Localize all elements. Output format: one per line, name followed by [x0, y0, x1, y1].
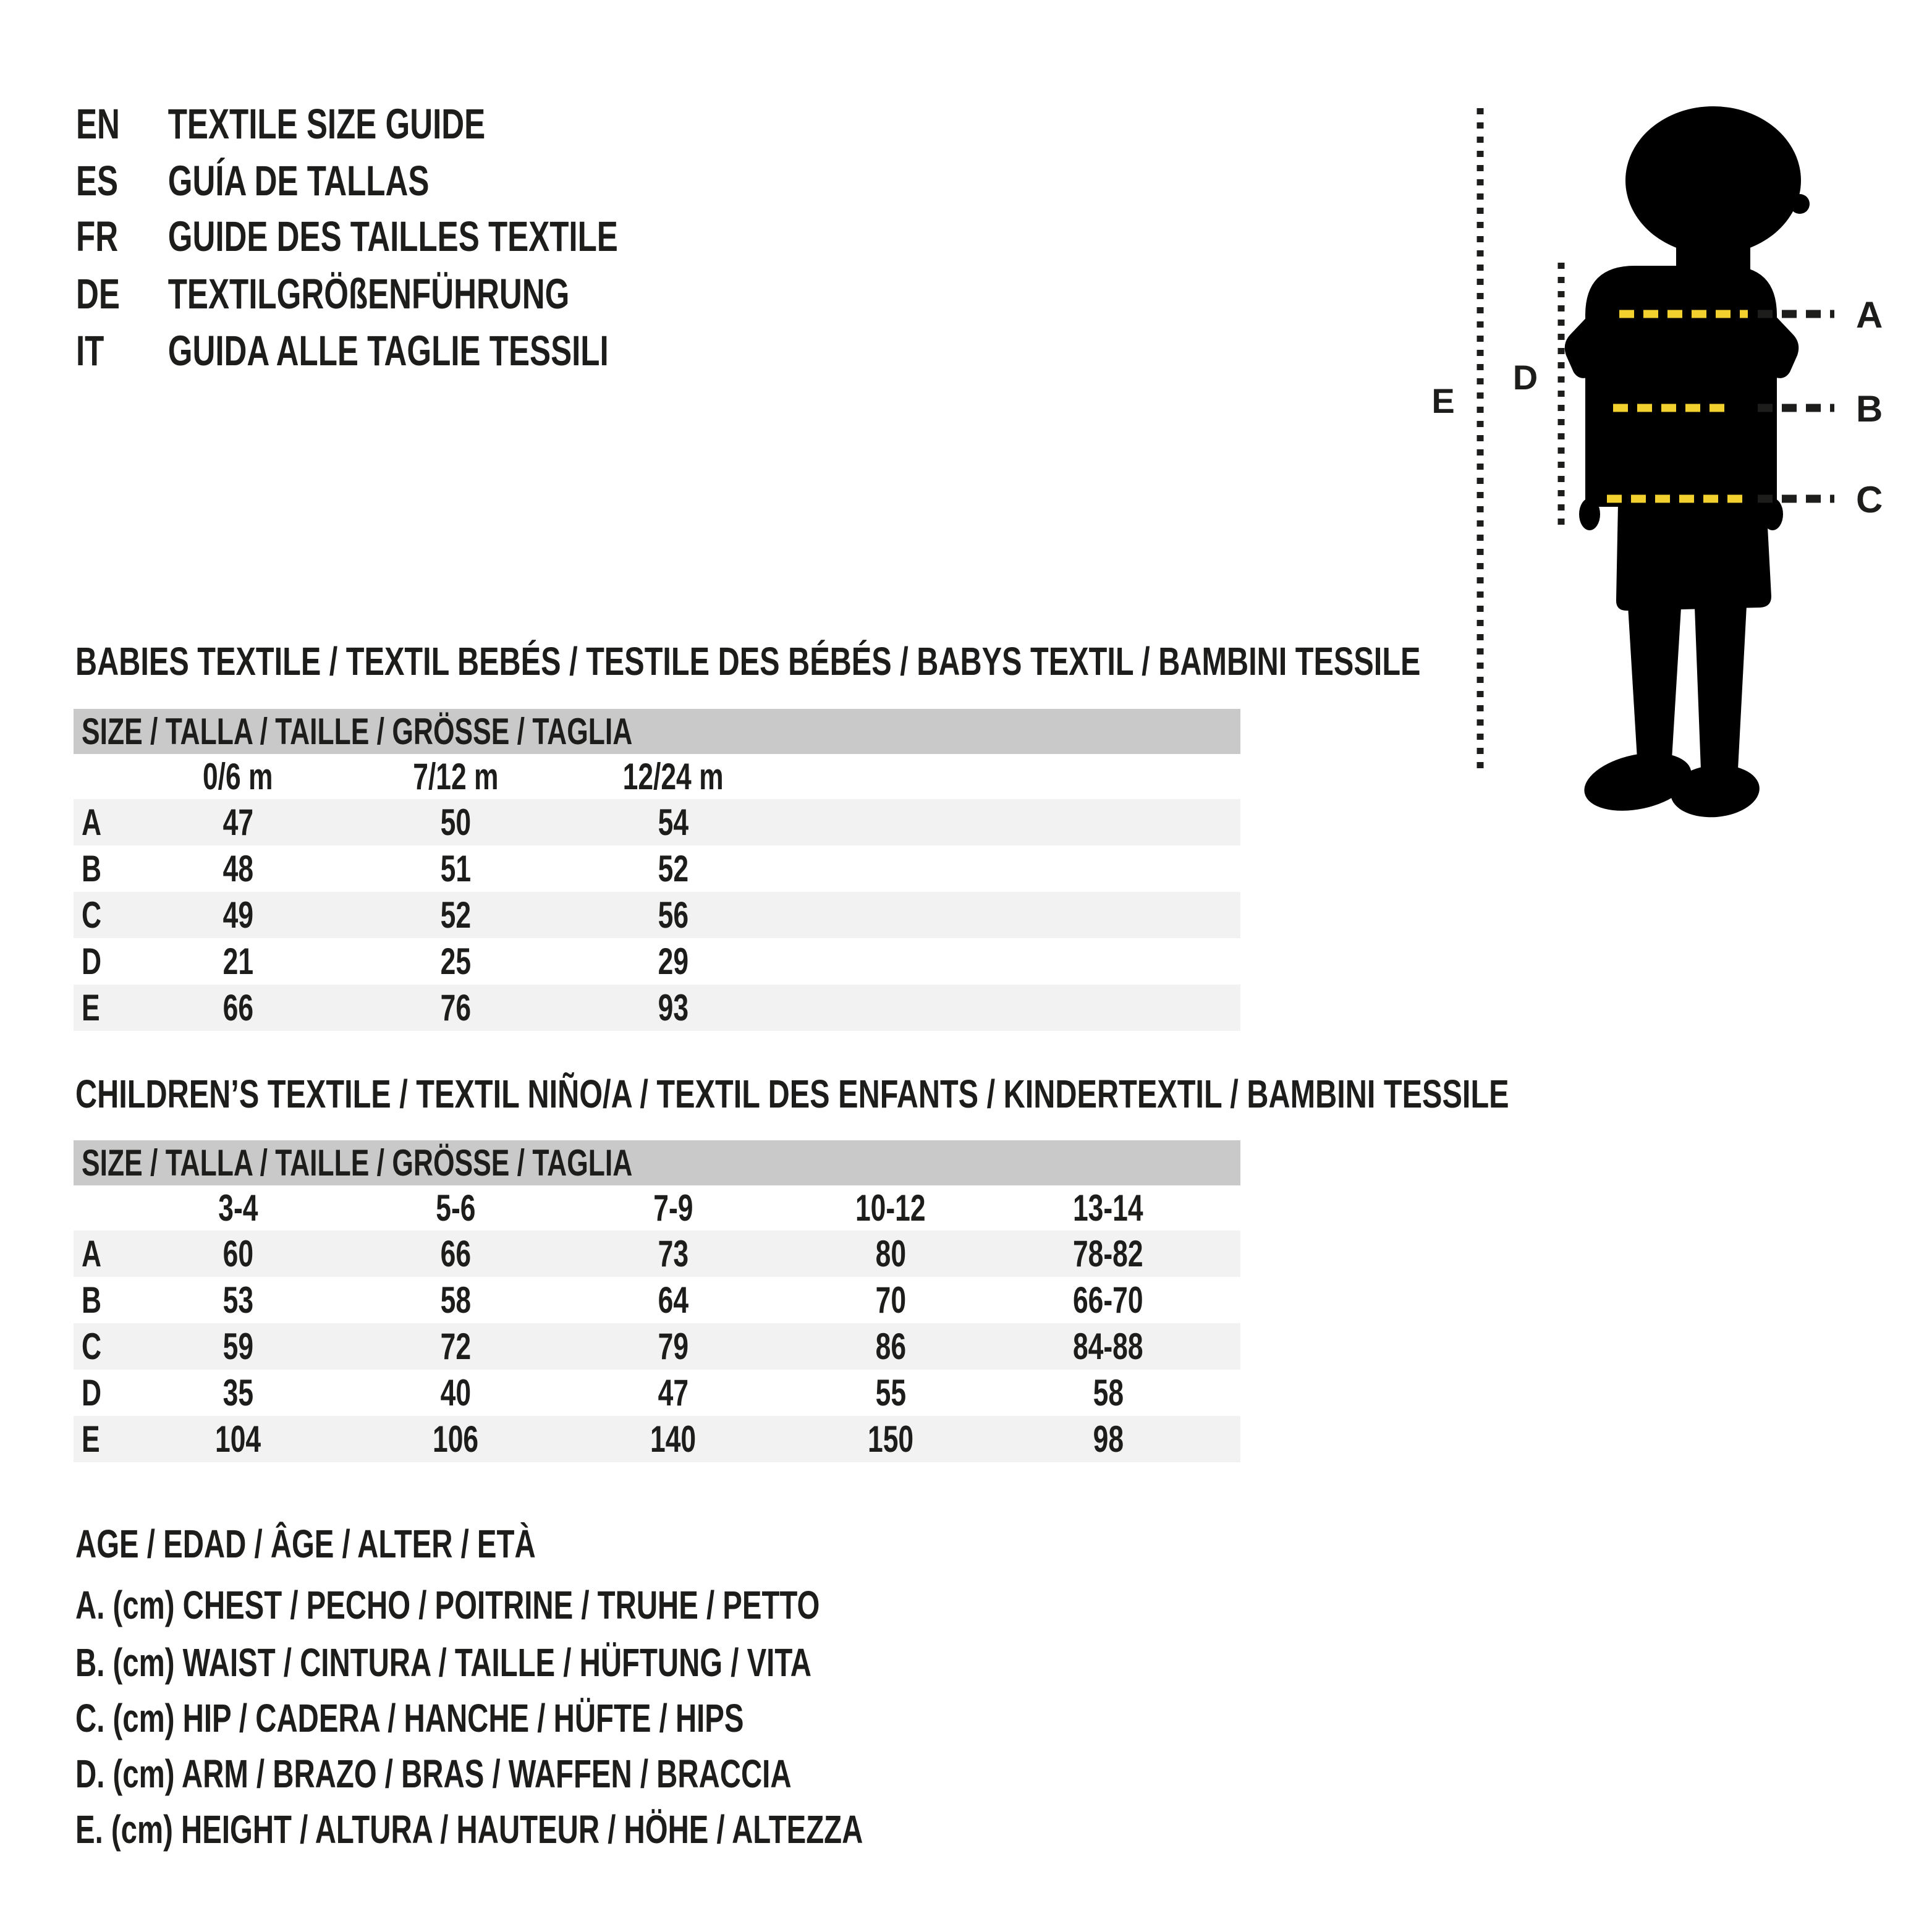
row-label: D: [82, 1372, 102, 1413]
measurement-figure: [1421, 49, 1932, 822]
language-code: DE: [76, 270, 120, 318]
table-cell-value: 53: [222, 1279, 253, 1321]
table-cell-value: 93: [658, 987, 688, 1028]
table-cell-value: 58: [440, 1279, 471, 1321]
column-header: 0/6 m: [203, 756, 273, 797]
table-row: [74, 1370, 1240, 1416]
language-code: EN: [76, 100, 120, 148]
language-code: FR: [76, 213, 119, 260]
row-label: A: [82, 802, 102, 843]
column-header: 7/12 m: [412, 756, 499, 797]
table-cell-value: 106: [432, 1418, 479, 1460]
table-cell-value: 49: [222, 894, 253, 936]
child-silhouette-icon: [1565, 106, 1810, 821]
children-section-heading: CHILDREN’S TEXTILE / TEXTIL NIÑO/A / TEXTIL DES ENFANTS / KINDERTEXTIL / BAMBINI TESSILE: [75, 1072, 1509, 1116]
table-cell-value: 76: [440, 987, 471, 1028]
row-label: C: [82, 894, 102, 936]
language-code: ES: [76, 157, 119, 205]
figure-label-b: B: [1856, 388, 1883, 430]
legend-arm-line: D. (cm) ARM / BRAZO / BRAS / WAFFEN / BRACCIA: [75, 1752, 792, 1796]
table-cell-value: 64: [658, 1279, 688, 1321]
table-cell-value: 52: [658, 848, 688, 889]
babies-size-table: [74, 709, 1240, 1031]
language-row: [76, 272, 569, 316]
language-row: [76, 102, 485, 146]
language-row: [76, 214, 618, 259]
table-cell-value: 56: [658, 894, 688, 936]
column-header-row: [74, 754, 1240, 799]
table-cell-value: 35: [222, 1372, 253, 1413]
figure-label-a: A: [1856, 294, 1883, 336]
table-cell-value: 98: [1093, 1418, 1124, 1460]
legend-waist-line: B. (cm) WAIST / CINTURA / TAILLE / HÜFTUNG / VITA: [75, 1640, 811, 1685]
language-row: [76, 329, 609, 373]
table-cell-value: 40: [440, 1372, 471, 1413]
table-cell-value: 29: [658, 941, 688, 982]
table-cell-value: 59: [222, 1326, 253, 1367]
table-row: [74, 938, 1240, 985]
figure-label-c: C: [1856, 479, 1883, 520]
table-cell-value: 140: [650, 1418, 697, 1460]
table-cell-value: 66: [440, 1233, 471, 1274]
table-cell-value: 72: [440, 1326, 471, 1367]
table-cell-value: 86: [875, 1326, 906, 1367]
babies-section-heading: BABIES TEXTILE / TEXTIL BEBÉS / TESTILE DES BÉBÉS / BABYS TEXTIL / BAMBINI TESSILE: [75, 639, 1421, 684]
table-cell-value: 79: [658, 1326, 688, 1367]
table-cell-value: 52: [440, 894, 471, 936]
table-cell-value: 60: [222, 1233, 253, 1274]
table-cell-value: 51: [440, 848, 471, 889]
table-row: [74, 799, 1240, 845]
table-cell-value: 54: [658, 802, 688, 843]
row-label: B: [82, 1279, 102, 1321]
language-title: GUÍA DE TALLAS: [167, 157, 430, 205]
language-code: IT: [76, 327, 104, 375]
figure-label-e: E: [1431, 381, 1455, 420]
column-header: 3-4: [218, 1187, 258, 1229]
figure-label-d: D: [1512, 358, 1538, 397]
table-cell-value: 150: [867, 1418, 914, 1460]
children-size-table: [74, 1140, 1240, 1462]
table-cell-value: 80: [875, 1233, 906, 1274]
table-row: [74, 1277, 1240, 1323]
table-row: [74, 1323, 1240, 1370]
language-row: [76, 159, 429, 203]
table-cell-value: 50: [440, 802, 471, 843]
size-header-label: SIZE / TALLA / TAILLE / GRÖSSE / TAGLIA: [82, 1142, 633, 1184]
language-title: GUIDE DES TAILLES TEXTILE: [167, 213, 618, 260]
table-cell-value: 55: [875, 1372, 906, 1413]
row-label: D: [82, 941, 102, 982]
table-cell-value: 58: [1093, 1372, 1124, 1413]
column-header: 13-14: [1073, 1187, 1143, 1229]
table-cell-value: 25: [440, 941, 471, 982]
language-title: TEXTILGRÖßENFÜHRUNG: [167, 270, 570, 318]
legend-height-line: E. (cm) HEIGHT / ALTURA / HAUTEUR / HÖHE / ALTEZZA: [75, 1807, 863, 1852]
table-row: [74, 1231, 1240, 1277]
row-label: B: [82, 848, 102, 889]
legend-hip-line: C. (cm) HIP / CADERA / HANCHE / HÜFTE / HIPS: [75, 1696, 744, 1740]
language-title: GUIDA ALLE TAGLIE TESSILI: [167, 327, 609, 375]
table-cell-value: 84-88: [1073, 1326, 1143, 1367]
column-header-row: [74, 1185, 1240, 1231]
column-header: 12/24 m: [622, 756, 724, 797]
column-header: 5-6: [435, 1187, 476, 1229]
table-cell-value: 48: [222, 848, 253, 889]
table-cell-value: 78-82: [1073, 1233, 1143, 1274]
column-header: 10-12: [855, 1187, 926, 1229]
table-cell-value: 66: [222, 987, 253, 1028]
table-header-bar: [74, 709, 1240, 754]
row-label: E: [82, 1418, 100, 1460]
table-cell-value: 104: [214, 1418, 261, 1460]
table-cell-value: 21: [222, 941, 253, 982]
language-title: TEXTILE SIZE GUIDE: [167, 100, 486, 148]
row-label: E: [82, 987, 100, 1028]
row-label: A: [82, 1233, 102, 1274]
table-row: [74, 985, 1240, 1031]
table-cell-value: 47: [658, 1372, 688, 1413]
table-cell-value: 66-70: [1073, 1279, 1143, 1321]
table-row: [74, 892, 1240, 938]
table-header-bar: [74, 1140, 1240, 1185]
row-label: C: [82, 1326, 102, 1367]
table-row: [74, 845, 1240, 892]
table-cell-value: 47: [222, 802, 253, 843]
column-header: 7-9: [653, 1187, 693, 1229]
table-cell-value: 73: [658, 1233, 688, 1274]
legend-chest-line: A. (cm) CHEST / PECHO / POITRINE / TRUHE / PETTO: [75, 1583, 820, 1627]
table-cell-value: 70: [875, 1279, 906, 1321]
size-header-label: SIZE / TALLA / TAILLE / GRÖSSE / TAGLIA: [82, 711, 633, 752]
legend-age-line: AGE / EDAD / ÂGE / ALTER / ETÀ: [75, 1522, 536, 1566]
table-row: [74, 1416, 1240, 1462]
